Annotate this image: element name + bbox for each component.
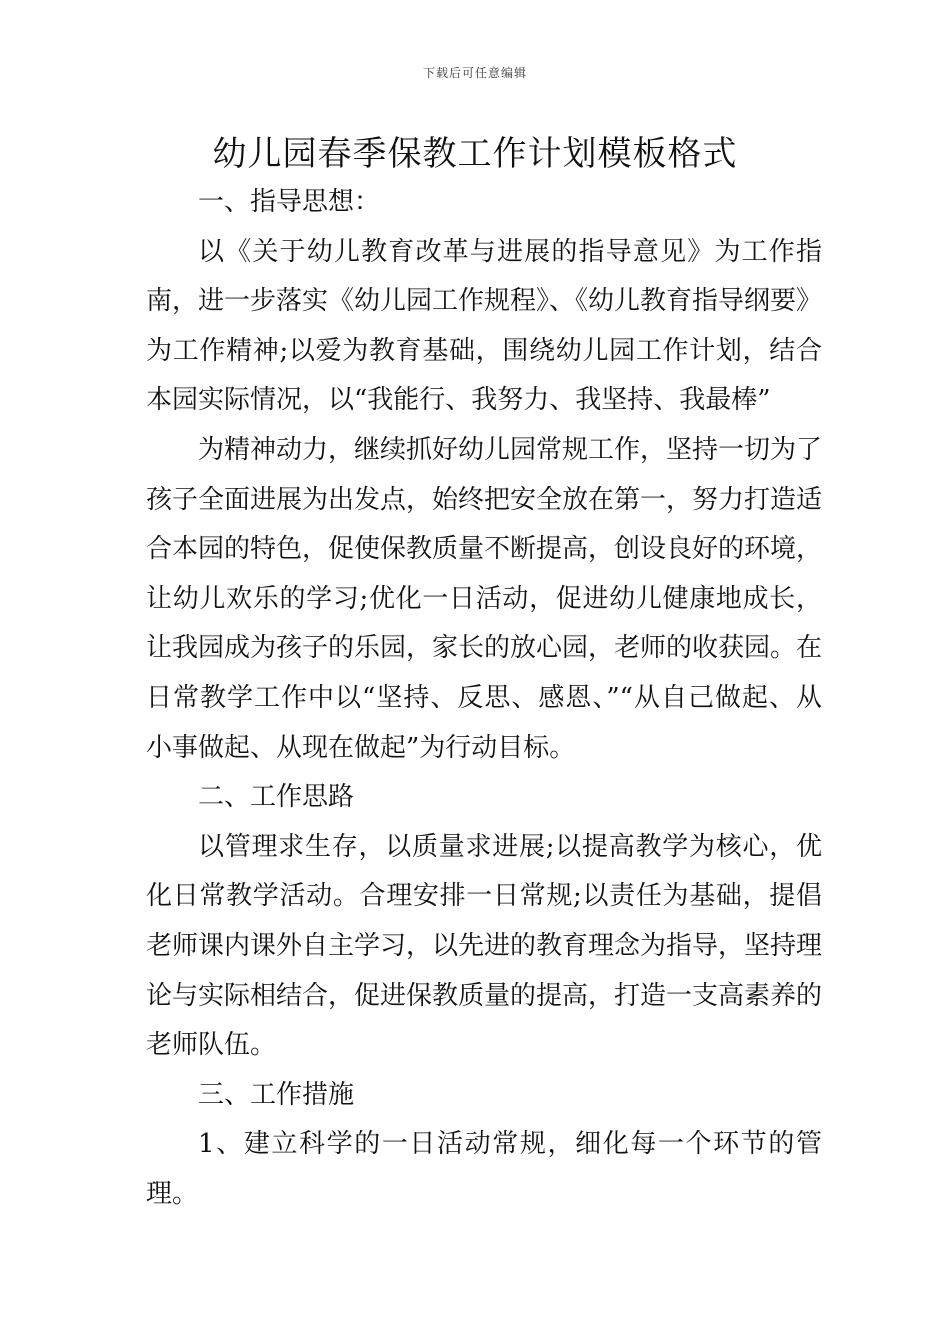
paragraph-guiding-ideology: 以《关于幼儿教育改革与进展的指导意见》为工作指南，进一步落实《幼儿园工作规程》、《幼儿教育指导纲要》为工作精神;以爱为教育基础，围绕幼儿园工作计划，结合本园实际情况，以“我能行、我努力、我坚持、我最棒” [146, 236, 823, 416]
paragraph-work-approach: 以管理求生存，以质量求进展;以提高教学为核心，优化日常教学活动。合理安排一日常规;以责任为基础，提倡老师课内课外自主学习，以先进的教育理念为指导，坚持理论与实际相结合，促进保教质量的提高，打造一支高素养的老师队伍。 [146, 831, 823, 1061]
paragraph-measure-1: 1、建立科学的一日活动常规，细化每一个环节的管理。 [146, 1129, 822, 1209]
header-note: 下载后可任意编辑 [422, 66, 527, 80]
paragraph-spiritual-motivation: 为精神动力，继续抓好幼儿园常规工作，坚持一切为了孩子全面进展为出发点，始终把安全放在第一，努力打造适合本园的特色，促使保教质量不断提高，创设良好的环境，让幼儿欢乐的学习;优化一日活动，促进幼儿健康地成长，让我园成为孩子的乐园，家长的放心园，老师的收获园。在日常教学工作中以“坚持、反思、感恩、”“从自己做起、从小事做起、从现在做起”为行动目标。 [146, 434, 823, 763]
document-body [146, 178, 822, 1219]
section-heading-guiding-ideology: 一、指导思想： [198, 187, 381, 217]
page-title: 幼儿园春季保教工作计划模板格式 [212, 134, 738, 174]
section-heading-work-measures: 三、工作措施 [198, 1079, 355, 1110]
section-heading-work-approach: 二、工作思路 [198, 782, 355, 813]
